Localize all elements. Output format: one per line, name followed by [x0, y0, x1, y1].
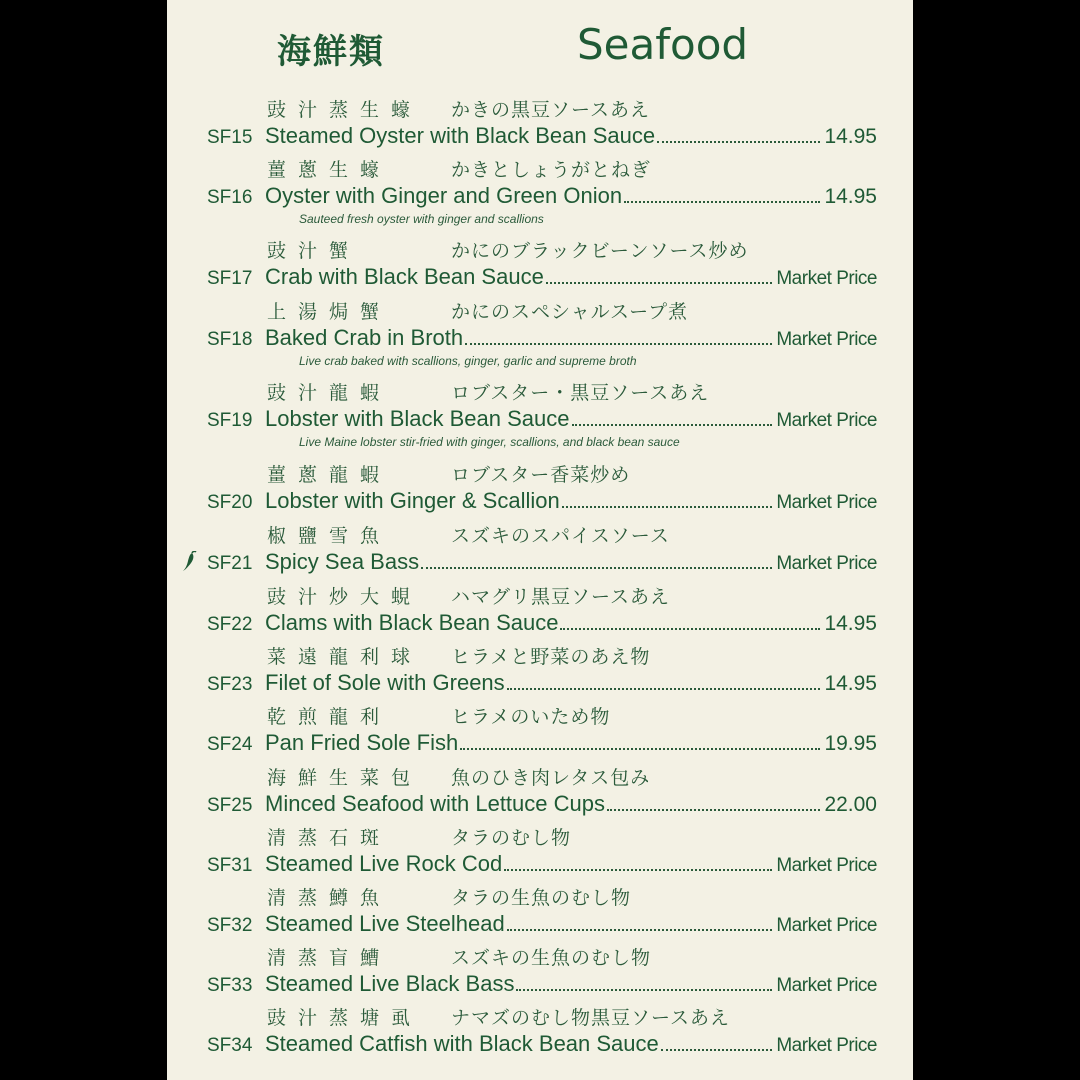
dot-leader [465, 343, 772, 345]
menu-item-english-name: Steamed Live Rock Cod [265, 851, 503, 876]
menu-item-chinese-name: 豉汁蟹 [267, 240, 361, 262]
menu-item-price: 14.95 [824, 185, 877, 208]
section-title-english: Seafood [577, 20, 749, 69]
menu-item-chinese-name: 豉汁炒大蜆 [267, 586, 423, 608]
menu-item-chinese-name: 菜遠龍利球 [267, 646, 423, 668]
menu-item-native-names [267, 582, 670, 608]
menu-item-line [207, 610, 877, 638]
menu-item-price: Market Price [776, 329, 877, 350]
menu-item-code: SF20 [207, 492, 253, 513]
menu-item-japanese-name: スズキの生魚のむし物 [451, 947, 652, 969]
menu-item-code: SF23 [207, 674, 253, 695]
menu-item-line [207, 488, 877, 516]
menu-item-code: SF33 [207, 975, 253, 996]
menu-item-code: SF24 [207, 734, 253, 755]
menu-item-code: SF19 [207, 410, 253, 431]
menu-item [167, 155, 913, 226]
menu-item-native-names [267, 155, 651, 181]
menu-item [167, 943, 913, 1005]
menu-item-line [207, 406, 877, 434]
menu-item [167, 236, 913, 298]
menu-item-english-name: Minced Seafood with Lettuce Cups [265, 791, 605, 816]
menu-item-japanese-name: スズキのスパイスソース [451, 525, 670, 547]
menu-item-english-name: Lobster with Black Bean Sauce [265, 406, 570, 431]
menu-item-code: SF18 [207, 329, 253, 350]
menu-item-native-names [267, 297, 688, 323]
section-title-chinese: 海鮮類 [277, 32, 385, 72]
menu-item-price: 14.95 [824, 612, 877, 635]
dot-leader [572, 424, 773, 426]
menu-item-line [207, 183, 877, 211]
dot-leader [560, 628, 820, 630]
dot-leader [562, 506, 773, 508]
menu-item-english-name: Lobster with Ginger & Scallion [265, 488, 560, 513]
menu-item-native-names [267, 702, 610, 728]
menu-item-price: 22.00 [824, 793, 877, 816]
dot-leader [460, 748, 820, 750]
menu-item-description: Live Maine lobster stir-fried with ginger, scallions, and black bean sauce [299, 435, 680, 449]
menu-item-japanese-name: ヒラメと野菜のあえ物 [451, 646, 651, 668]
dot-leader [607, 809, 820, 811]
dot-leader [516, 989, 772, 991]
menu-item-price: Market Price [776, 492, 877, 513]
chili-pepper-icon [181, 551, 197, 573]
dot-leader [504, 869, 772, 871]
menu-item-code: SF31 [207, 855, 253, 876]
menu-item [167, 582, 913, 644]
menu-item-japanese-name: タラの生魚のむし物 [451, 887, 632, 909]
menu-item [167, 883, 913, 945]
menu-item-chinese-name: 清蒸石斑 [267, 827, 392, 849]
menu-item-english-name: Steamed Catfish with Black Bean Sauce [265, 1031, 659, 1056]
menu-item-line [207, 851, 877, 879]
menu-item-line [207, 971, 877, 999]
menu-item-native-names [267, 378, 709, 404]
menu-item-english-name: Baked Crab in Broth [265, 325, 464, 350]
dot-leader [661, 1049, 773, 1051]
menu-item-japanese-name: ナマズのむし物黒豆ソースあえ [451, 1007, 731, 1029]
menu-item-line [207, 791, 877, 819]
menu-item-japanese-name: ハマグリ黒豆ソースあえ [451, 586, 671, 608]
menu-item-english-name: Steamed Live Black Bass [265, 971, 515, 996]
menu-item-code: SF32 [207, 915, 253, 936]
menu-item-japanese-name: かにのブラックビーンソース炒め [451, 240, 749, 262]
menu-item-price: Market Price [776, 268, 877, 289]
menu-item [167, 521, 913, 583]
menu-item-native-names [267, 763, 650, 789]
menu-item-native-names [267, 460, 630, 486]
menu-item [167, 95, 913, 157]
menu-item [167, 642, 913, 704]
menu-item-line [207, 264, 877, 292]
menu-page [167, 0, 913, 1080]
menu-item-line [207, 1031, 877, 1059]
menu-item [167, 702, 913, 764]
menu-item-japanese-name: タラのむし物 [451, 827, 572, 849]
dot-leader [507, 929, 773, 931]
menu-item-japanese-name: かきとしょうがとねぎ [451, 159, 652, 181]
menu-item-english-name: Pan Fried Sole Fish [265, 730, 459, 755]
dot-leader [624, 201, 820, 203]
menu-item-native-names [267, 943, 651, 969]
menu-item-chinese-name: 清蒸鱒魚 [267, 887, 392, 909]
dot-leader [507, 688, 821, 690]
menu-item-price: 14.95 [824, 125, 877, 148]
menu-item-native-names [267, 236, 749, 262]
menu-item-english-name: Oyster with Ginger and Green Onion [265, 183, 623, 208]
menu-item-japanese-name: ロブスター・黒豆ソースあえ [451, 382, 710, 404]
menu-item-chinese-name: 豉汁蒸生蠔 [267, 99, 423, 121]
menu-item [167, 460, 913, 522]
menu-item-price: Market Price [776, 410, 877, 431]
menu-item-japanese-name: ロブスター香菜炒め [451, 464, 631, 486]
menu-item-line [207, 670, 877, 698]
menu-item-english-name: Clams with Black Bean Sauce [265, 610, 559, 635]
menu-item-chinese-name: 薑蔥生蠔 [267, 159, 392, 181]
menu-item-english-name: Crab with Black Bean Sauce [265, 264, 544, 289]
menu-item-code: SF15 [207, 127, 253, 148]
menu-item-japanese-name: 魚のひき肉レタス包み [451, 767, 651, 789]
menu-item-code: SF21 [207, 553, 253, 574]
menu-item-code: SF25 [207, 795, 253, 816]
menu-item-description: Live crab baked with scallions, ginger, garlic and supreme broth [299, 354, 637, 368]
menu-item-english-name: Filet of Sole with Greens [265, 670, 505, 695]
menu-item-price: Market Price [776, 915, 877, 936]
menu-item-chinese-name: 上湯焗蟹 [267, 301, 392, 323]
menu-item-line [207, 730, 877, 758]
menu-item [167, 823, 913, 885]
menu-item [167, 763, 913, 825]
menu-item-chinese-name: 豉汁龍蝦 [267, 382, 392, 404]
menu-item-native-names [267, 95, 650, 121]
menu-item-code: SF16 [207, 187, 253, 208]
menu-item-line [207, 549, 877, 577]
menu-item-price: Market Price [776, 975, 877, 996]
dot-leader [421, 567, 772, 569]
menu-item-price: Market Price [776, 553, 877, 574]
menu-item-chinese-name: 清蒸盲鰽 [267, 947, 392, 969]
menu-item [167, 1003, 913, 1065]
menu-item-native-names [267, 823, 571, 849]
menu-item-chinese-name: 乾煎龍利 [267, 706, 392, 728]
menu-item-native-names [267, 883, 631, 909]
menu-item-chinese-name: 豉汁蒸塘虱 [267, 1007, 423, 1029]
menu-item-native-names [267, 1003, 730, 1029]
menu-item-english-name: Steamed Live Steelhead [265, 911, 505, 936]
menu-item-japanese-name: かきの黒豆ソースあえ [451, 99, 651, 121]
menu-item-english-name: Steamed Oyster with Black Bean Sauce [265, 123, 656, 148]
menu-item-price: 19.95 [824, 732, 877, 755]
menu-item-price: 14.95 [824, 672, 877, 695]
menu-item-code: SF17 [207, 268, 253, 289]
menu-item-price: Market Price [776, 1035, 877, 1056]
menu-item-code: SF34 [207, 1035, 253, 1056]
menu-item-line [207, 911, 877, 939]
menu-item-line [207, 123, 877, 151]
menu-item-english-name: Spicy Sea Bass [265, 549, 420, 574]
menu-item-description: Sauteed fresh oyster with ginger and scallions [299, 212, 544, 226]
menu-item-chinese-name: 椒鹽雪魚 [267, 525, 392, 547]
menu-item [167, 378, 913, 449]
menu-item-chinese-name: 薑蔥龍蝦 [267, 464, 392, 486]
menu-item-chinese-name: 海鮮生菜包 [267, 767, 423, 789]
dot-leader [657, 141, 820, 143]
menu-item-native-names [267, 521, 670, 547]
menu-item-line [207, 325, 877, 353]
menu-item-japanese-name: ヒラメのいため物 [451, 706, 611, 728]
menu-item [167, 297, 913, 368]
menu-item-native-names [267, 642, 650, 668]
menu-item-japanese-name: かにのスペシャルスープ煮 [451, 301, 689, 323]
menu-item-price: Market Price [776, 855, 877, 876]
dot-leader [546, 282, 773, 284]
menu-item-code: SF22 [207, 614, 253, 635]
